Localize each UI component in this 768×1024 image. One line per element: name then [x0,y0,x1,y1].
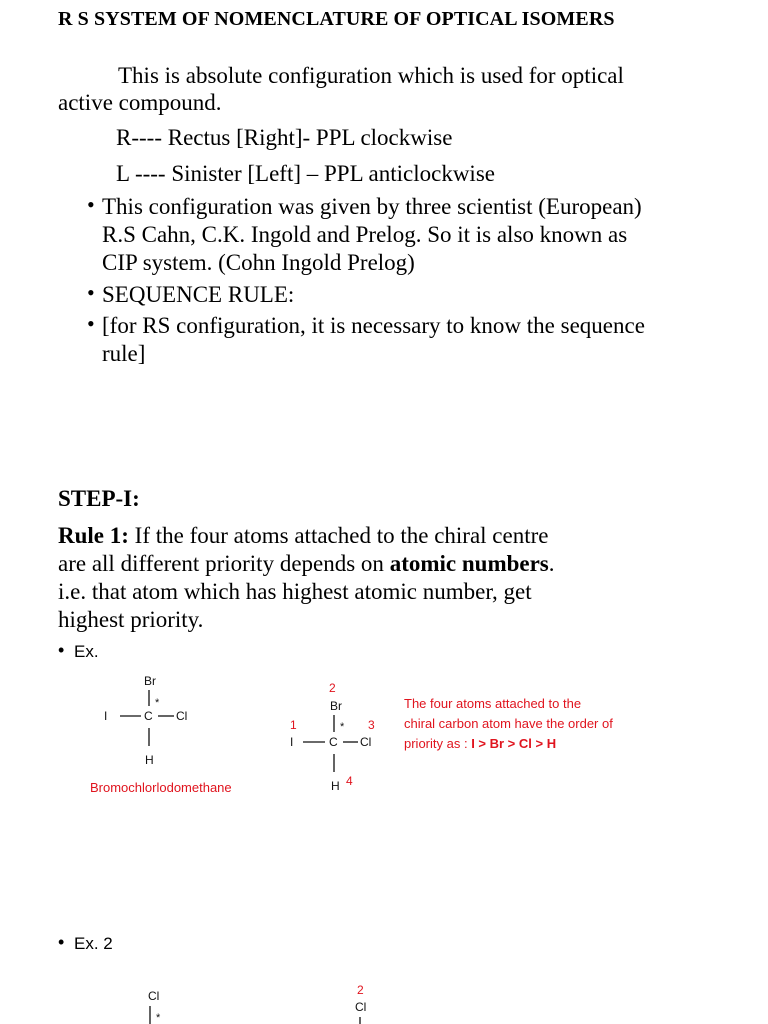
priority-number: 3 [368,718,375,732]
intro-line-1: This is absolute configuration which is used for optical [118,63,624,88]
atom-cl: Cl [176,709,188,723]
step-heading: STEP-I: [58,486,140,511]
bullet-text-line: rule] [102,341,146,366]
priority-number: 2 [357,983,364,997]
bullet-text-line: CIP system. (Cohn Ingold Prelog) [102,250,415,275]
atomic-numbers-emphasis: atomic numbers [389,551,549,576]
bullet-dot: • [58,640,65,660]
atom-cl: Cl [355,1000,367,1014]
bullet-dot: • [87,311,95,336]
priority-note-text: priority as : [404,736,472,751]
chiral-star: * [340,721,345,733]
atom-c: C [329,735,338,749]
chiral-star: * [156,1012,161,1024]
intro-line-2: active compound. [58,90,222,115]
priority-number: 1 [290,718,297,732]
bullet-text-line: This configuration was given by three scientist (European) [102,194,642,219]
atom-cl: Cl [360,735,372,749]
bullet-text-line: R.S Cahn, C.K. Ingold and Prelog. So it is also known as [102,222,628,247]
rule1-line-4: highest priority. [58,607,204,632]
atom-c: C [144,709,153,723]
chiral-star: * [155,697,160,709]
page-title: R S SYSTEM OF NOMENCLATURE OF OPTICAL ISOMERS [58,8,615,30]
example2-label: Ex. 2 [74,934,113,953]
atom-br: Br [330,699,342,713]
rule1-text: are all different priority depends on [58,551,390,576]
bullet-dot: • [87,280,95,305]
example1-label: Ex. [74,642,99,661]
atom-h: H [331,779,340,793]
priority-number: 4 [346,774,353,788]
bullet-text-line: [for RS configuration, it is necessary to know the sequence [102,313,645,338]
priority-number: 2 [329,681,336,695]
rule1-text: . [548,551,555,576]
atom-i: I [290,735,294,749]
rule1-text: If the four atoms attached to the chiral centre [128,523,549,548]
atom-cl: Cl [148,989,160,1003]
bullet-text-line: SEQUENCE RULE: [102,282,295,307]
l-definition: L ---- Sinister [Left] – PPL anticlockwise [116,161,495,186]
priority-note-line-1: The four atoms attached to the [404,696,582,711]
bullet-dot: • [58,932,65,952]
r-definition: R---- Rectus [Right]- PPL clockwise [116,125,453,150]
atom-h: H [145,753,154,767]
compound-name: Bromochlorlodomethane [90,780,232,795]
bullet-dot: • [87,192,95,217]
priority-order: I > Br > Cl > H [471,736,557,751]
rule1-line-3: i.e. that atom which has highest atomic number, get [58,579,532,604]
priority-note-line-2: chiral carbon atom have the order of [404,716,613,731]
atom-br: Br [144,674,156,688]
atom-i: I [104,709,108,723]
rule1-label: Rule 1: [58,523,129,548]
